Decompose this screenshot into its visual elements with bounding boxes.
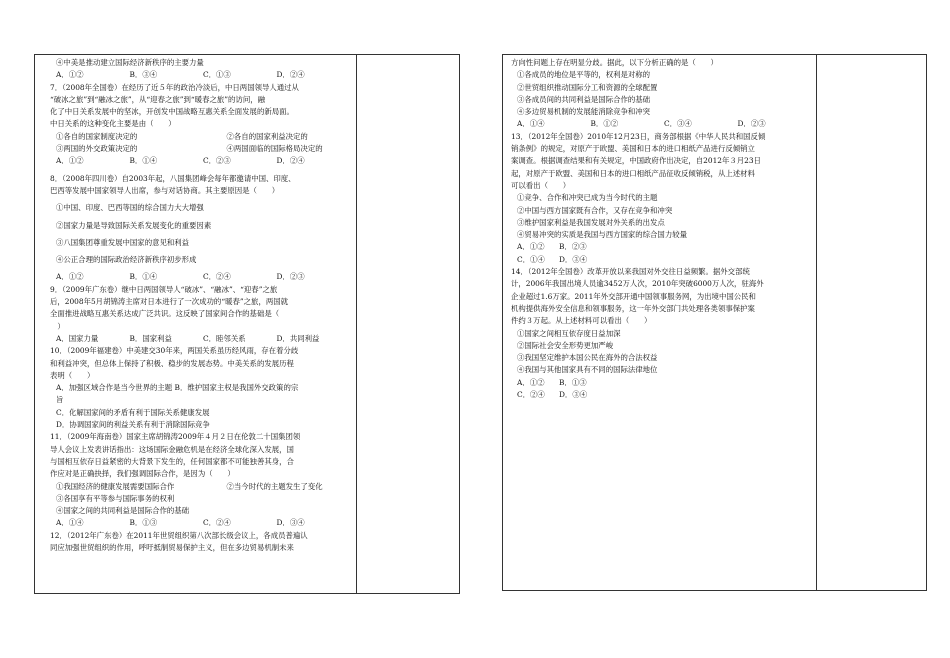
question-line: 14．（2012年全国卷）改革开放以来我国对外交往日益频繁。据外交部统	[511, 267, 750, 277]
choice-a: A．①②	[56, 70, 84, 80]
question-line: 10．（2009年福建卷）中美建交30年来，两国关系虽历经风雨，存在着分歧	[50, 346, 299, 356]
question-line: 案调查。根据调查结果和有关规定，中国政府作出决定，自2012年３月23日	[511, 156, 761, 166]
question-line: 导人会议上发表讲话指出：这场国际金融危机是在经济全球化深入发展，国	[50, 444, 294, 454]
choice-b: B．①④	[129, 272, 158, 282]
option: ③两国的外交政策决定的	[56, 144, 138, 154]
question-line: 13．（2012年全国卷）2010年12月23日，商务部根据《中华人民共和国反倾	[511, 131, 766, 141]
q12-choices	[511, 118, 811, 130]
choice-b: B．①③	[129, 518, 158, 528]
q6-option-4: ④中美是推动建立国际经济新秩序的主要力量	[56, 58, 204, 67]
option: ①竞争、合作和冲突已成为当今时代的主题	[517, 193, 658, 203]
option: ③八国集团尊重发展中国家的意见和利益	[56, 237, 190, 247]
question-8	[50, 173, 350, 284]
option: ②国家力量是导致国际关系发展变化的重要因素	[56, 220, 212, 230]
question-line: 起，对原产于欧盟、美国和日本的进口相纸产品征收反倾销税，从上述材料	[511, 168, 755, 178]
question-line: D．协调国家间的利益关系有利于消除国际竞争	[56, 420, 210, 430]
choice-d: D．③④	[276, 518, 305, 528]
choice-c: C．③④	[664, 119, 692, 129]
choice-b: B．③④	[129, 70, 158, 80]
choice-d: D．②④	[276, 156, 305, 166]
question-line: 7．（2008年全国卷）在经历了近５年的政治冷淡后，中日两国领导人通过从	[50, 82, 299, 92]
option: ②当今时代的主题发生了变化	[226, 481, 323, 491]
question-line: 方向性问题上存在明显分歧。据此，以下分析正确的是（ ）	[511, 58, 718, 67]
option: ②世贸组织推动国际分工和资源的全球配置	[517, 82, 658, 92]
choice-a: A．①②	[517, 377, 545, 387]
options-row	[50, 143, 350, 155]
choice-a: A．①②	[56, 156, 84, 166]
choice-c: C．②④	[203, 272, 231, 282]
q11-choices	[50, 517, 350, 529]
option: ③各国享有平等参与国际事务的权利	[56, 493, 175, 503]
option: ①中国、印度、巴西等国的综合国力大大增强	[56, 203, 204, 213]
option: ①我国经济的健康发展需要国际合作	[56, 481, 175, 491]
question-line: “破冰之旅”到“融冰之旅”，从“迎春之旅”到“暖春之旅”的访问，融	[50, 94, 265, 104]
choice-b: B．②③	[559, 242, 587, 252]
question-line: 和利益冲突，但总体上保持了积极、稳步的发展态势。中美关系的发展历程	[50, 358, 294, 368]
question-line: 全面推进战略互惠关系达成广泛共识。这反映了国家间合作的基础是（	[50, 309, 280, 319]
question-line: 作应对是正确抉择，我们强调国际合作，是因为（ ）	[50, 469, 235, 479]
question-line: ）	[50, 321, 65, 331]
choice-b: B．国家利益	[129, 333, 172, 343]
choice-d: D．②④	[276, 70, 305, 80]
choice-d: D．共同利益	[276, 333, 320, 343]
choice-a: A．①②	[56, 272, 84, 282]
question-line: 11．（2009年海南卷）国家主席胡锦涛2009年４月２日在伦敦二十国集团领	[50, 432, 301, 442]
right-page-panel	[502, 54, 927, 591]
option: ③我国坚定维护本国公民在海外的合法权益	[517, 353, 658, 363]
option: ③维护国家利益是我国发展对外关系的出发点	[517, 217, 665, 227]
question-10	[50, 345, 350, 431]
margin-divider	[816, 55, 817, 590]
choice-c: C．②③	[203, 156, 231, 166]
right-question-text	[511, 57, 811, 401]
margin-divider	[356, 55, 357, 593]
question-line: 9．（2009年广东卷）继中日两国领导人“破冰”、“融冰”、“迎春”之旅	[50, 284, 278, 294]
option: ①国家之间相互依存度日益加深	[517, 328, 621, 338]
option: ①各成员的地位是平等的，权利是对称的	[517, 70, 651, 80]
question-line: 8．（2008年四川卷）自2003年起，八国集团峰会每年都邀请中国、印度、	[50, 173, 296, 183]
question-line: 后，2008年5月胡锦涛主席对日本进行了一次成功的“暖春”之旅，两国就	[50, 297, 289, 307]
question-14	[511, 266, 811, 401]
option: ④我国与其他国家具有不同的国际法律地位	[517, 365, 658, 375]
q6-choices	[50, 69, 350, 81]
question-line: 件约３万起。从上述材料可以看出（ ）	[511, 316, 652, 326]
question-line: C．化解国家间的矛盾有利于国际关系健康发展	[56, 407, 210, 417]
option: ③各成员间的共同利益是国际合作的基础	[517, 94, 651, 104]
option: ②中国与西方国家既有合作，又存在竞争和冲突	[517, 205, 673, 215]
choice-a: A．①②	[517, 242, 545, 252]
choice-d: D．③④	[559, 254, 588, 264]
question-9	[50, 284, 350, 345]
question-line: 化了中日关系发展中的坚冰，开创发中国战略互惠关系全面发展的新局面。	[50, 107, 294, 117]
choice-a: A．国家力量	[56, 333, 99, 343]
option: ④国家之间的共同利益是国际合作的基础	[56, 506, 190, 516]
question-line: 旨	[56, 395, 64, 405]
question-line: 与国相互依存日益紧密的大背景下发生的，任何国家都不可能独善其身，合	[50, 456, 294, 466]
question-12-tail	[511, 57, 811, 131]
question-line: 销条例》的规定，对原产于欧盟、美国和日本的进口相纸产品进行反倾销立	[511, 144, 755, 154]
option: ④贸易冲突的实质是我国与西方国家的综合国力较量	[517, 230, 687, 240]
question-line: 同应加强世贸组织的作用，呼吁抵制贸易保护主义，但在多边贸易机制未来	[50, 542, 294, 552]
question-12-head	[50, 530, 350, 555]
question-11	[50, 431, 350, 529]
question-line: 计，2006年我国出境人员逾3452万人次，2010年突破6000万人次，驻海外	[511, 279, 764, 289]
option: ①各自的国家制度决定的	[56, 131, 138, 141]
choice-c: C．睦邻关系	[203, 333, 246, 343]
question-line: 中日关系的这种变化主要是由（ ）	[50, 119, 176, 129]
question-line: 巴西等发展中国家领导人出席，参与对话协商。其主要原因是（ ）	[50, 185, 280, 195]
question-13	[511, 131, 811, 266]
left-question-text	[50, 57, 350, 554]
question-line: 可以看出（ ）	[511, 180, 571, 190]
question-line: 企业超过1.6万家。2011年外交部开通中国领事服务网，为出境中国公民和	[511, 291, 756, 301]
left-page-panel	[34, 54, 460, 594]
option: ④两国面临的国际格局决定的	[226, 144, 323, 154]
option: ④公正合理的国际政治经济新秩序初步形成	[56, 255, 197, 265]
choice-d: D．②③	[276, 272, 305, 282]
choice-a: A．①④	[517, 119, 545, 129]
options-row	[50, 481, 350, 493]
q14-choices-row	[511, 389, 811, 401]
q7-choices	[50, 155, 350, 167]
choice-a: A．①④	[56, 518, 84, 528]
choice-c: C．②④	[203, 518, 231, 528]
question-line: A．加强区域合作是当今世界的主题 B．维护国家主权是我国外交政策的宗	[56, 383, 299, 393]
choice-d: D．②③	[737, 119, 766, 129]
question-7	[50, 82, 350, 168]
q9-choices	[50, 333, 350, 345]
choice-b: B．①②	[590, 119, 619, 129]
q13-choices-row	[511, 254, 811, 266]
question-line: 表明（ ）	[50, 370, 95, 380]
choice-c: C．①④	[517, 254, 545, 264]
choice-b: B．①④	[129, 156, 158, 166]
choice-c: C．②④	[517, 390, 545, 400]
options-row	[50, 131, 350, 143]
option: ②各自的国家利益决定的	[226, 131, 308, 141]
q14-choices-row	[511, 377, 811, 389]
option: ②国际社会安全形势更加严峻	[517, 340, 614, 350]
question-line: 机构提供海外安全信息和领事服务，这一年外交部门共处理各类领事保护案	[511, 303, 755, 313]
choice-d: D．③④	[559, 390, 588, 400]
question-line: 12．（2012年广东卷）在2011年世贸组织第八次部长级会议上，各成员普遍认	[50, 530, 308, 540]
choice-b: B．①③	[559, 377, 587, 387]
q13-choices-row	[511, 241, 811, 253]
q8-choices	[50, 271, 350, 283]
choice-c: C．①③	[203, 70, 231, 80]
option: ④多边贸易机制的发展能消除竞争和冲突	[517, 107, 651, 117]
